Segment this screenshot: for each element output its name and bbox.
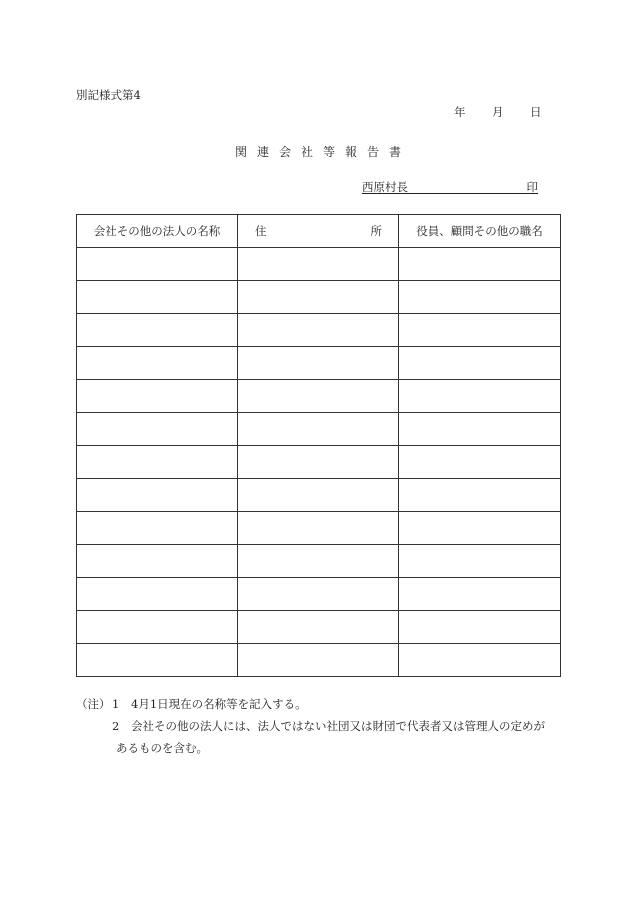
table-row xyxy=(77,611,561,644)
address-cell xyxy=(238,446,399,479)
document-title: 関連会社等報告書 xyxy=(234,145,411,159)
table-row xyxy=(77,545,561,578)
table-row xyxy=(77,314,561,347)
table-row xyxy=(77,512,561,545)
note-number: 1 xyxy=(112,697,120,711)
address-cell xyxy=(238,578,399,611)
role-cell xyxy=(399,413,561,446)
date-month-label: 月 xyxy=(492,105,504,119)
name-cell xyxy=(77,281,238,314)
table-row xyxy=(77,281,561,314)
column-header-role: 役員、顧問その他の職名 xyxy=(399,215,561,248)
name-cell xyxy=(77,347,238,380)
address-cell xyxy=(238,248,399,281)
address-cell xyxy=(238,644,399,677)
role-cell xyxy=(399,611,561,644)
name-cell xyxy=(77,611,238,644)
column-header-name: 会社その他の法人の名称 xyxy=(77,215,238,248)
table-row xyxy=(77,644,561,677)
role-cell xyxy=(399,281,561,314)
date-year-label: 年 xyxy=(454,105,466,119)
name-cell xyxy=(77,248,238,281)
note-text: あるものを含む。 xyxy=(116,741,208,755)
address-cell xyxy=(238,413,399,446)
date-line xyxy=(454,104,544,120)
name-cell xyxy=(77,479,238,512)
seal-label: 印 xyxy=(526,180,538,194)
name-cell xyxy=(77,380,238,413)
table-row xyxy=(77,446,561,479)
address-cell xyxy=(238,545,399,578)
role-cell xyxy=(399,644,561,677)
column-header-address xyxy=(238,215,399,248)
address-cell xyxy=(238,512,399,545)
table-row xyxy=(77,413,561,446)
note-text: 会社その他の法人には、法人ではない社団又は財団で代表者又は管理人の定めが xyxy=(131,719,545,733)
address-cell xyxy=(238,479,399,512)
name-cell xyxy=(77,545,238,578)
role-cell xyxy=(399,314,561,347)
address-cell xyxy=(238,611,399,644)
role-cell xyxy=(399,380,561,413)
address-cell xyxy=(238,380,399,413)
role-cell xyxy=(399,578,561,611)
name-cell xyxy=(77,512,238,545)
address-cell xyxy=(238,314,399,347)
address-cell xyxy=(238,347,399,380)
table-row xyxy=(77,347,561,380)
role-cell xyxy=(399,512,561,545)
note-number: 2 xyxy=(112,719,120,733)
table-row xyxy=(77,578,561,611)
column-header-address-right: 所 xyxy=(370,224,382,238)
table-row xyxy=(77,479,561,512)
role-cell xyxy=(399,248,561,281)
column-header-address-left: 住 xyxy=(255,224,267,238)
form-number: 別記様式第4 xyxy=(76,88,141,102)
name-cell xyxy=(77,446,238,479)
table-body xyxy=(77,248,561,677)
name-cell xyxy=(77,413,238,446)
name-cell xyxy=(77,644,238,677)
note-text: 4月1日現在の名称等を記入する。 xyxy=(131,697,307,711)
table-row xyxy=(77,248,561,281)
address-cell xyxy=(238,281,399,314)
role-cell xyxy=(399,347,561,380)
table-row xyxy=(77,380,561,413)
role-cell xyxy=(399,545,561,578)
role-cell xyxy=(399,479,561,512)
report-table xyxy=(76,214,561,677)
date-day-label: 日 xyxy=(530,105,542,119)
name-cell xyxy=(77,578,238,611)
role-cell xyxy=(399,446,561,479)
name-cell xyxy=(77,314,238,347)
table-header-row xyxy=(77,215,561,248)
signature-line xyxy=(362,179,538,194)
mayor-label: 西原村長 xyxy=(362,180,408,194)
notes-label: （注） xyxy=(76,697,111,711)
